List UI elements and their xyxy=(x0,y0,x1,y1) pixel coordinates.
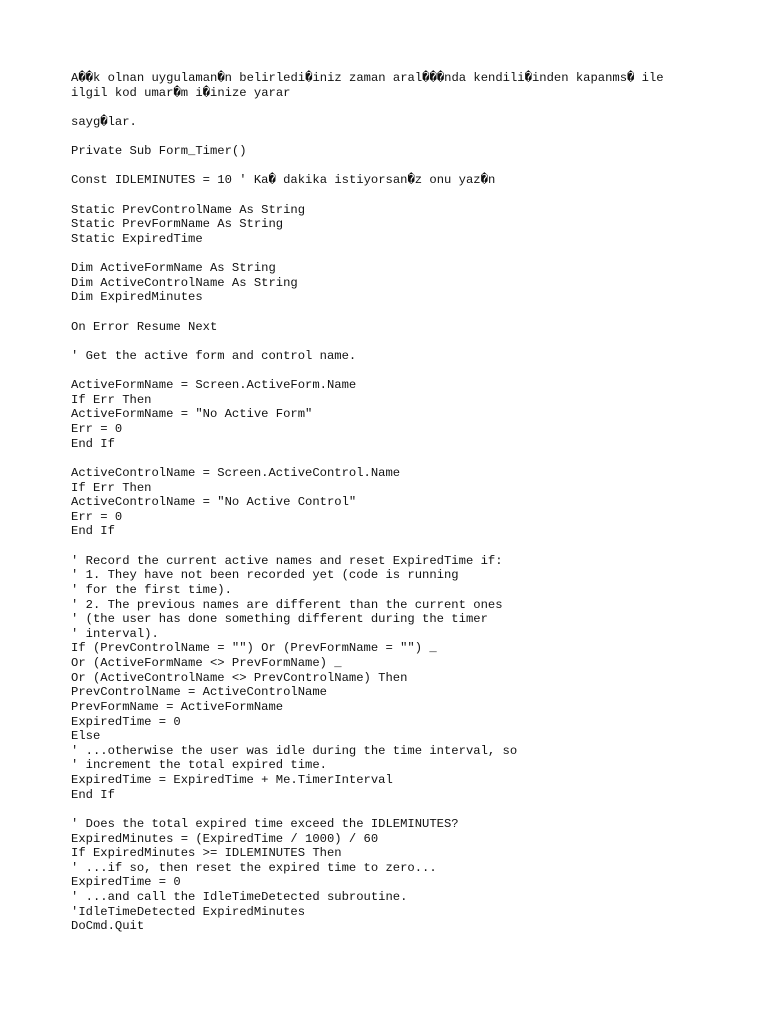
text-line: sayg�lar. xyxy=(71,114,137,129)
code-line: PrevControlName = ActiveControlName xyxy=(71,685,327,700)
code-line: End If xyxy=(71,787,115,802)
code-line: If Err Then xyxy=(71,480,152,495)
code-line: Err = 0 xyxy=(71,509,123,524)
code-line: Dim ActiveFormName As String xyxy=(71,261,276,276)
text-line: ilgil kod umar�m i�inize yarar xyxy=(71,85,291,100)
code-line: End If xyxy=(71,436,115,451)
code-line: ExpiredTime = 0 xyxy=(71,714,181,729)
code-comment-line: ' Record the current active names and reset ExpiredTime if: xyxy=(71,553,503,568)
blank-line xyxy=(71,364,751,379)
code-comment-line: ' ...otherwise the user was idle during the time interval, so xyxy=(71,743,518,758)
code-line: Or (ActiveFormName <> PrevFormName) _ xyxy=(71,656,342,670)
blank-line xyxy=(71,247,751,262)
code-line: If ExpiredMinutes >= IDLEMINUTES Then xyxy=(71,846,342,861)
code-comment-line: ' 1. They have not been recorded yet (code is running xyxy=(71,568,459,583)
blank-line xyxy=(71,188,751,203)
code-comment-line: ' (the user has done something different during the timer xyxy=(71,612,488,627)
code-comment-line: ' Get the active form and control name. xyxy=(71,348,357,363)
code-comment-line: ' ...if so, then reset the expired time to zero... xyxy=(71,860,437,875)
code-comment-line: 'IdleTimeDetected ExpiredMinutes xyxy=(71,904,306,919)
code-line: On Error Resume Next xyxy=(71,319,218,334)
code-line: Const IDLEMINUTES = 10 ' Ka� dakika istiyorsan�z onu yaz�n xyxy=(71,173,496,188)
code-line: PrevFormName = ActiveFormName xyxy=(71,699,284,714)
text-line: A��k olnan uygulaman�n belirledi�iniz zaman aral���nda kendili�inden kapanms� ile xyxy=(71,71,664,85)
code-line: ExpiredMinutes = (ExpiredTime / 1000) / 60 xyxy=(71,831,379,846)
blank-line xyxy=(71,159,751,174)
blank-line xyxy=(71,451,751,466)
code-line: If (PrevControlName = "") Or (PrevFormName = "") _ xyxy=(71,641,437,656)
code-line: Private Sub Form_Timer() xyxy=(71,144,247,159)
blank-line xyxy=(71,334,751,349)
code-line: DoCmd.Quit xyxy=(71,919,145,934)
code-line: ActiveControlName = Screen.ActiveControl.Name xyxy=(71,465,401,480)
code-comment-line: ' 2. The previous names are different than the current ones xyxy=(71,597,503,612)
blank-line xyxy=(71,539,751,554)
code-comment-line: ' interval). xyxy=(71,626,159,641)
code-comment-line: ' Does the total expired time exceed the IDLEMINUTES? xyxy=(71,816,459,831)
code-line: Dim ExpiredMinutes xyxy=(71,290,203,305)
code-line: Static PrevFormName As String xyxy=(71,217,284,232)
code-line: ActiveFormName = Screen.ActiveForm.Name xyxy=(71,378,357,393)
code-comment-line: ' ...and call the IdleTimeDetected subroutine. xyxy=(71,890,408,904)
code-line: Err = 0 xyxy=(71,422,123,436)
code-line: Static ExpiredTime xyxy=(71,231,203,246)
code-line: Else xyxy=(71,729,101,744)
code-line: ExpiredTime = 0 xyxy=(71,875,181,890)
code-line: Dim ActiveControlName As String xyxy=(71,275,298,290)
document-page xyxy=(71,71,751,934)
code-comment-line: ' increment the total expired time. xyxy=(71,758,327,773)
code-line: End If xyxy=(71,524,115,539)
blank-line xyxy=(71,100,751,115)
code-line: ActiveFormName = "No Active Form" xyxy=(71,407,313,422)
blank-line xyxy=(71,130,751,145)
code-line: If Err Then xyxy=(71,392,152,407)
code-comment-line: ' for the first time). xyxy=(71,582,232,597)
code-line: Static PrevControlName As String xyxy=(71,202,306,217)
code-line: Or (ActiveControlName <> PrevControlName) Then xyxy=(71,670,408,685)
blank-line xyxy=(71,802,751,817)
blank-line xyxy=(71,305,751,320)
code-line: ActiveControlName = "No Active Control" xyxy=(71,495,357,510)
code-line: ExpiredTime = ExpiredTime + Me.TimerInterval xyxy=(71,773,393,787)
